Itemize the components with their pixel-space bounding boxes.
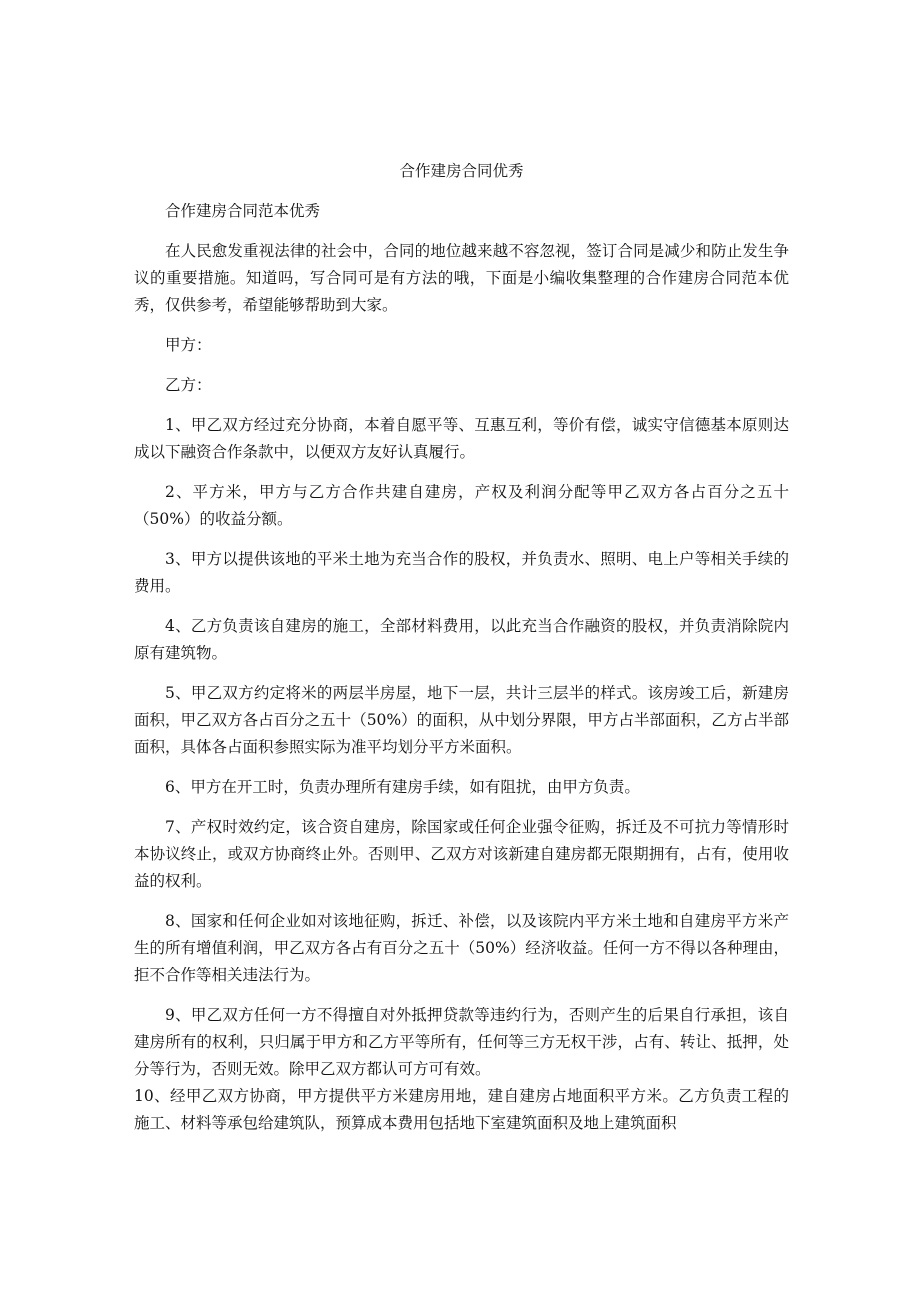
clause-4: 4、乙方负责该自建房的施工，全部材料费用，以此充当合作融资的股权，并负责消除院内原有建筑物。 xyxy=(134,617,789,662)
clause-10: 10、经甲乙双方协商，甲方提供平方米建房用地，建自建房占地面积平方米。乙方负责工程的施工、材料等承包给建筑队，预算成本费用包括地下室建筑面积及地上建筑面积 xyxy=(134,1087,789,1132)
party-a-label: 甲方： xyxy=(165,336,212,354)
clause-7: 7、产权时效约定，该合资自建房，除国家或任何企业强令征购，拆迁及不可抗力等情形时本协议终止，或双方协商终止外。否则甲、乙双方对该新建自建房都无限期拥有，占有，使用收益的权利。 xyxy=(134,818,789,890)
clause-8: 8、国家和任何企业如对该地征购，拆迁、补偿，以及该院内平方米土地和自建房平方米产生的所有增值利润，甲乙双方各占有百分之五十（50%）经济收益。任何一方不得以各种理由，拒不合作等相关违法行为。 xyxy=(134,912,789,984)
clause-6: 6、甲方在开工时，负责办理所有建房手续，如有阻扰，由甲方负责。 xyxy=(165,778,640,796)
clause-2: 2、平方米，甲方与乙方合作共建自建房，产权及利润分配等甲乙双方各占百分之五十（50%）的收益分额。 xyxy=(134,483,789,528)
clause-1: 1、甲乙双方经过充分协商，本着自愿平等、互惠互利，等价有偿，诚实守信德基本原则达成以下融资合作条款中，以便双方友好认真履行。 xyxy=(134,416,789,461)
party-b-label: 乙方： xyxy=(165,376,212,394)
document-subtitle: 合作建房合同范本优秀 xyxy=(165,202,321,220)
document-title: 合作建房合同优秀 xyxy=(399,162,524,180)
clause-3: 3、甲方以提供该地的平米土地为充当合作的股权，并负责水、照明、电上户等相关手续的费用。 xyxy=(134,550,789,595)
document-page xyxy=(134,158,789,1150)
clause-9: 9、甲乙双方任何一方不得擅自对外抵押贷款等违约行为，否则产生的后果自行承担，该自建房所有的权利，只归属于甲方和乙方平等所有，任何等三方无权干涉，占有、转让、抵押，处分等行为，否则无效。除甲乙双方都认可方可有效。 xyxy=(134,1006,789,1078)
clause-5: 5、甲乙双方约定将米的两层半房屋，地下一层，共计三层半的样式。该房竣工后，新建房面积，甲乙双方各占百分之五十（50%）的面积，从中划分界限，甲方占半部面积，乙方占半部面积，具体各占面积参照实际为准平均划分平方米面积。 xyxy=(134,684,789,756)
intro-paragraph: 在人民愈发重视法律的社会中，合同的地位越来越不容忽视，签订合同是减少和防止发生争议的重要措施。知道吗，写合同可是有方法的哦，下面是小编收集整理的合作建房合同范本优秀，仅供参考，希望能够帮助到大家。 xyxy=(134,242,789,314)
